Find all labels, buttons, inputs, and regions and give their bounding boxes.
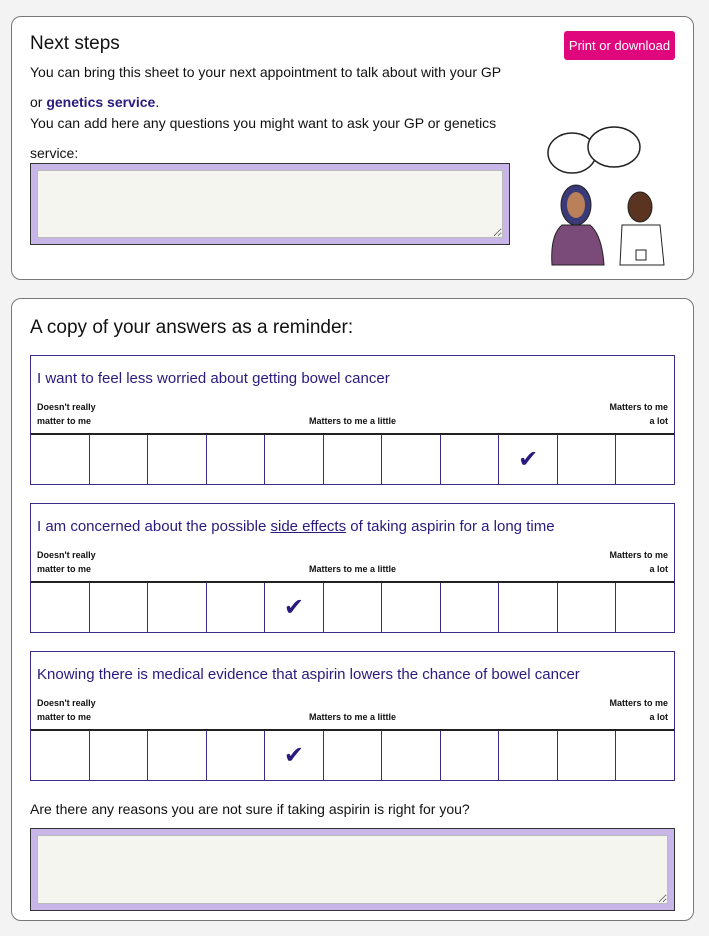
rating-cell[interactable] <box>207 731 266 780</box>
checkmark-icon: ✔ <box>283 742 305 769</box>
rating-cell[interactable] <box>207 435 266 484</box>
question-box <box>30 503 675 633</box>
patient-and-doctor-illustration <box>532 125 682 275</box>
question-text-post: of taking aspirin for a long time <box>346 518 555 535</box>
reasons-textarea[interactable] <box>37 835 668 904</box>
question-text-pre: I am concerned about the possible <box>37 518 271 535</box>
rating-cell[interactable] <box>265 583 324 632</box>
rating-cell[interactable] <box>499 731 558 780</box>
answers-card <box>11 298 694 921</box>
scale-high-label: Matters to me a lot <box>609 550 668 574</box>
questions-textarea-wrapper <box>30 163 510 245</box>
question-text <box>37 370 390 387</box>
checkmark-icon: ✔ <box>518 446 539 473</box>
scale-mid-label: Matters to me a little <box>308 416 397 426</box>
answers-title: A copy of your answers as a reminder: <box>30 317 354 338</box>
scale-low-label: Doesn't really matter to me <box>37 550 96 574</box>
next-steps-title: Next steps <box>30 33 120 54</box>
questions-prompt: You can add here any questions you might want to ask your GP or genetics service: <box>30 115 497 161</box>
genetics-service-link[interactable]: genetics service <box>46 94 156 110</box>
rating-scale <box>31 581 674 632</box>
rating-cell[interactable] <box>148 731 207 780</box>
rating-cell[interactable] <box>558 435 617 484</box>
scale-mid-label: Matters to me a little <box>308 712 397 722</box>
print-or-download-button[interactable]: Print or download <box>564 31 675 60</box>
question-text-pre: I want to feel less worried about getting bowel cancer <box>37 370 390 387</box>
rating-cell[interactable] <box>558 731 617 780</box>
rating-cell[interactable] <box>31 731 90 780</box>
rating-cell[interactable] <box>441 731 500 780</box>
rating-cell[interactable] <box>382 435 441 484</box>
reasons-textarea-wrapper <box>30 828 675 911</box>
rating-scale <box>31 433 674 484</box>
rating-cell[interactable] <box>324 583 383 632</box>
scale-low-label: Doesn't really matter to me <box>37 402 96 426</box>
rating-cell[interactable] <box>90 583 149 632</box>
scale-mid-label: Matters to me a little <box>308 564 397 574</box>
rating-cell[interactable] <box>148 583 207 632</box>
scale-high-label: Matters to me a lot <box>609 698 668 722</box>
questions-textarea[interactable] <box>37 170 503 238</box>
question-text <box>37 518 555 535</box>
reasons-label: Are there any reasons you are not sure if taking aspirin is right for you? <box>30 801 470 817</box>
rating-cell[interactable] <box>382 731 441 780</box>
rating-cell[interactable] <box>265 435 324 484</box>
rating-cell[interactable] <box>499 583 558 632</box>
rating-cell[interactable] <box>31 583 90 632</box>
rating-cell[interactable] <box>265 731 324 780</box>
rating-cell[interactable] <box>441 583 500 632</box>
rating-cell[interactable] <box>207 583 266 632</box>
question-box <box>30 355 675 485</box>
rating-cell[interactable] <box>324 435 383 484</box>
rating-cell[interactable] <box>616 435 674 484</box>
scale-high-label: Matters to me a lot <box>609 402 668 426</box>
scale-low-label: Doesn't really matter to me <box>37 698 96 722</box>
rating-cell[interactable] <box>90 435 149 484</box>
side-effects-link[interactable]: side effects <box>270 518 347 535</box>
question-text <box>37 666 580 683</box>
checkmark-icon: ✔ <box>283 594 305 621</box>
intro-text-end: . <box>155 94 160 110</box>
rating-cell[interactable] <box>382 583 441 632</box>
question-text-pre: Knowing there is medical evidence that aspirin lowers the chance of bowel cancer <box>37 666 580 683</box>
rating-cell[interactable] <box>90 731 149 780</box>
rating-cell[interactable] <box>441 435 500 484</box>
rating-scale <box>31 729 674 780</box>
question-box <box>30 651 675 781</box>
rating-cell[interactable] <box>499 435 558 484</box>
rating-cell[interactable] <box>31 435 90 484</box>
rating-cell[interactable] <box>558 583 617 632</box>
rating-cell[interactable] <box>616 731 674 780</box>
rating-cell[interactable] <box>324 731 383 780</box>
rating-cell[interactable] <box>148 435 207 484</box>
intro-text-body: You can bring this sheet to your next appointment to talk about with your GP or <box>30 64 501 110</box>
rating-cell[interactable] <box>616 583 674 632</box>
next-steps-card <box>11 16 694 280</box>
